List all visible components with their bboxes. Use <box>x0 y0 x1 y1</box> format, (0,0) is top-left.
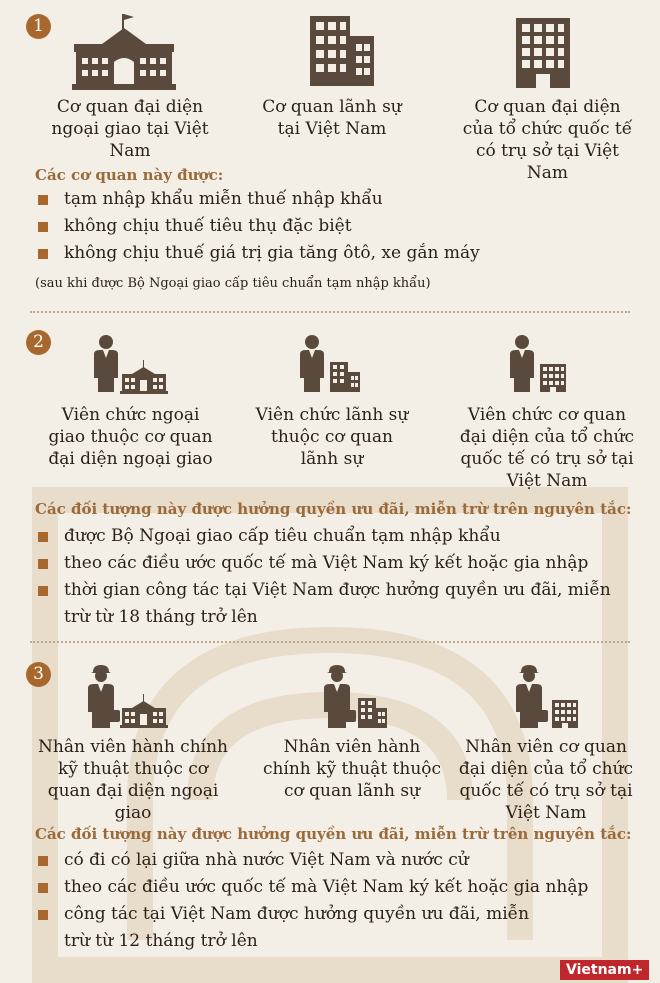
section-heading: Các đối tượng này được hưởng quyền ưu đãi, miễn trừ trên nguyên tắc: <box>35 500 632 518</box>
office-tower-icon <box>306 14 376 88</box>
square-bullet-icon <box>38 586 48 596</box>
list-item: tạm nhập khẩu miễn thuế nhập khẩu <box>0 186 660 213</box>
bullet-list <box>0 186 660 267</box>
square-bullet-icon <box>38 910 48 920</box>
embassy-building-icon <box>72 12 176 90</box>
staff-embassy-icon <box>86 664 168 730</box>
section-1 <box>0 0 660 320</box>
vietnamplus-logo: Vietnam+ <box>560 960 649 980</box>
item-caption: Viên chức cơ quan đại diện của tổ chức quốc tế có trụ sở tại Việt Nam <box>459 405 635 491</box>
square-bullet-icon <box>38 856 48 866</box>
section-3 <box>0 650 660 983</box>
section-heading: Các cơ quan này được: <box>35 166 224 184</box>
item-caption: Viên chức lãnh sự thuộc cơ quan lãnh sự <box>255 405 409 469</box>
square-bullet-icon <box>38 883 48 893</box>
list-item: được Bộ Ngoại giao cấp tiêu chuẩn tạm nhập khẩu <box>0 523 660 550</box>
item-caption: Cơ quan đại diện của tổ chức quốc tế có trụ sở tại Việt Nam <box>462 97 633 183</box>
list-item: có đi có lại giữa nhà nước Việt Nam và nước cử <box>0 847 660 874</box>
item-caption: Viên chức ngoại giao thuộc cơ quan đại diện ngoại giao <box>48 405 213 469</box>
bullet-list <box>0 847 660 955</box>
section-2 <box>0 320 660 640</box>
section-number-badge: 2 <box>26 330 51 355</box>
official-embassy-icon <box>92 334 168 394</box>
section-number-badge: 1 <box>26 14 51 39</box>
office-block-icon <box>514 16 572 88</box>
item-caption: Nhân viên hành chính kỹ thuật thuộc cơ quan đại diện ngoại giao <box>38 737 228 823</box>
square-bullet-icon <box>38 559 48 569</box>
section-number-badge: 3 <box>26 662 51 687</box>
list-item: công tác tại Việt Nam được hưởng quyền ưu đãi, miễn trừ từ 12 tháng trở lên <box>0 901 660 955</box>
item-caption: Cơ quan lãnh sự tại Việt Nam <box>262 97 402 139</box>
staff-consulate-icon <box>322 664 388 730</box>
item-caption: Nhân viên cơ quan đại diện của tổ chức quốc tế có trụ sở tại Việt Nam <box>458 737 634 823</box>
item-caption: Cơ quan đại diện ngoại giao tại Việt Nam <box>51 97 209 161</box>
official-intl-org-icon <box>508 334 568 394</box>
section-divider <box>30 641 630 643</box>
square-bullet-icon <box>38 195 48 205</box>
staff-intl-org-icon <box>514 664 580 730</box>
bullet-list <box>0 523 660 631</box>
footnote: (sau khi được Bộ Ngoại giao cấp tiêu chuẩn tạm nhập khẩu) <box>35 276 431 291</box>
list-item: theo các điều ước quốc tế mà Việt Nam ký kết hoặc gia nhập <box>0 874 660 901</box>
item-caption: Nhân viên hành chính kỹ thuật thuộc cơ quan lãnh sự <box>262 737 442 801</box>
square-bullet-icon <box>38 532 48 542</box>
list-item: thời gian công tác tại Việt Nam được hưởng quyền ưu đãi, miễn trừ từ 18 tháng trở lên <box>0 577 660 631</box>
section-heading: Các đối tượng này được hưởng quyền ưu đãi, miễn trừ trên nguyên tắc: <box>35 825 632 843</box>
square-bullet-icon <box>38 222 48 232</box>
square-bullet-icon <box>38 249 48 259</box>
list-item: không chịu thuế giá trị gia tăng ôtô, xe gắn máy <box>0 240 660 267</box>
list-item: theo các điều ước quốc tế mà Việt Nam ký kết hoặc gia nhập <box>0 550 660 577</box>
list-item: không chịu thuế tiêu thụ đặc biệt <box>0 213 660 240</box>
official-consulate-icon <box>298 334 362 394</box>
